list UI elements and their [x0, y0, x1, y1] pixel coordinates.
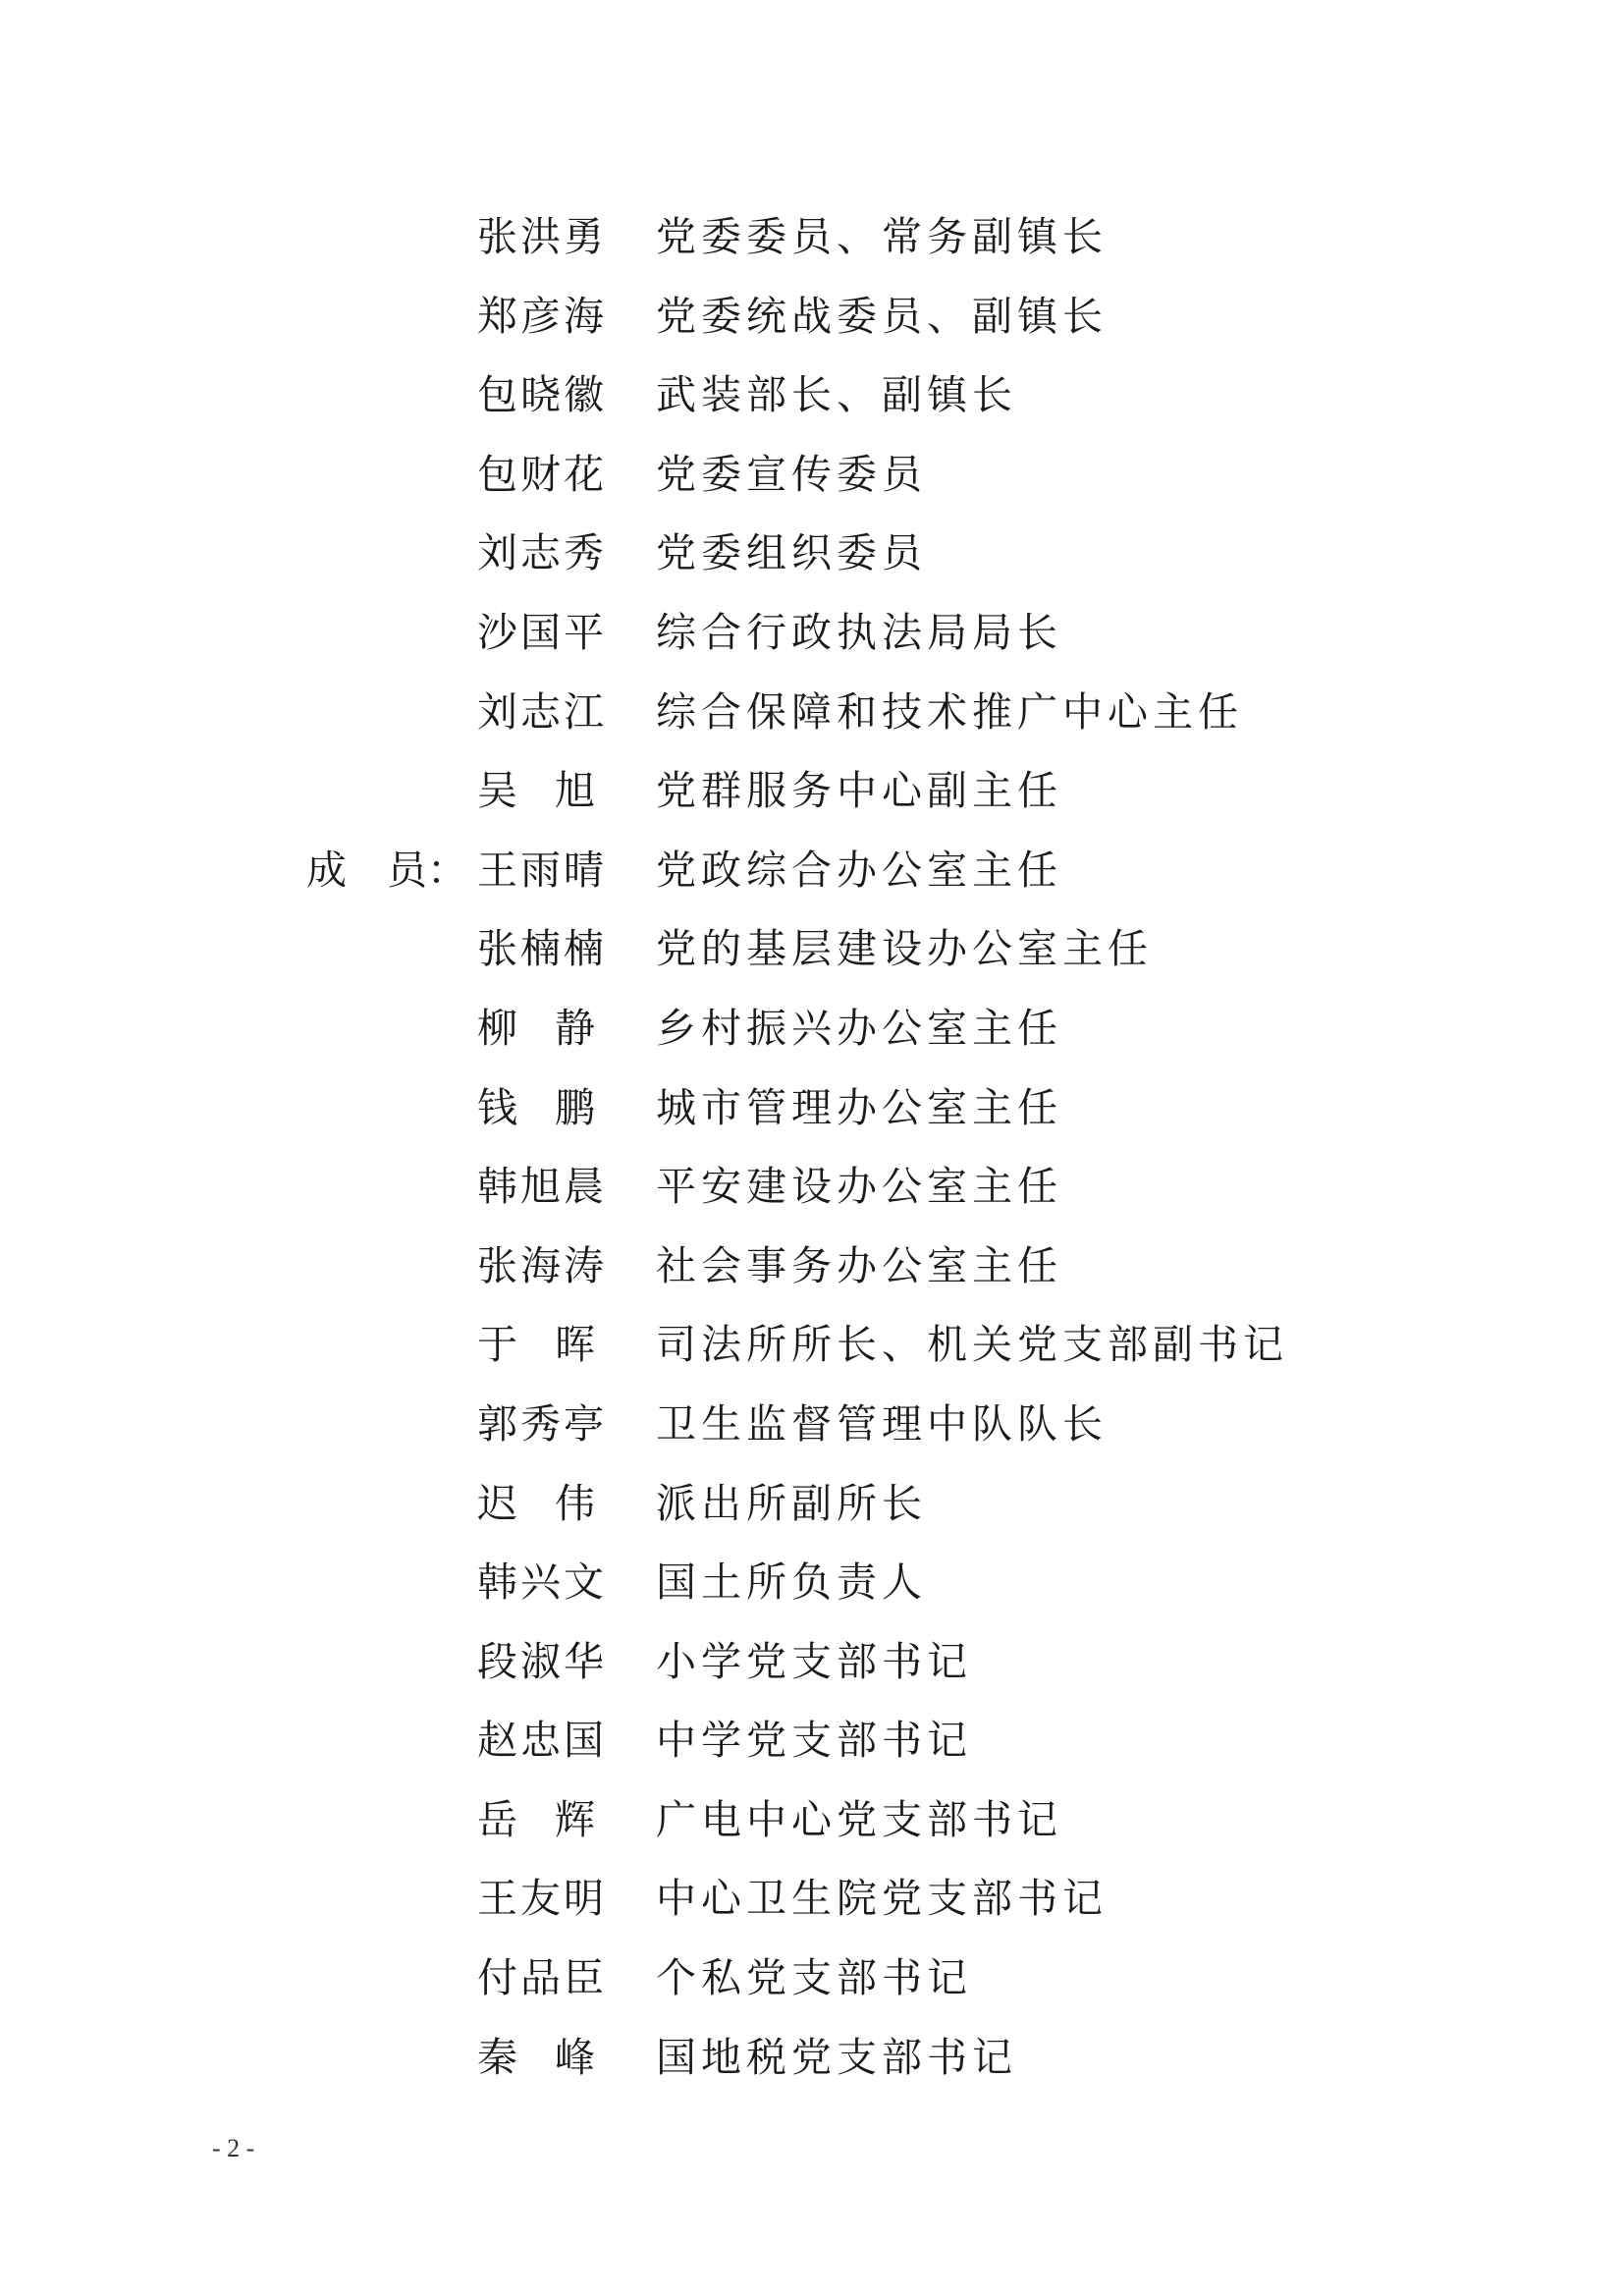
member-row: [0, 1636, 1623, 1716]
member-row: [0, 686, 1623, 766]
member-title: 小学党支部书记: [656, 1637, 972, 1685]
member-name: 沙国平: [477, 608, 607, 656]
member-name: 王友明: [477, 1875, 607, 1923]
member-title: 党委组织委员: [656, 529, 927, 577]
member-title: 综合保障和技术推广中心主任: [656, 687, 1243, 736]
member-name: 郭秀亭: [477, 1399, 607, 1448]
member-name: 郑彦海: [477, 292, 607, 340]
member-title: 党的基层建设办公室主任: [656, 925, 1153, 973]
member-title: 社会事务办公室主任: [656, 1241, 1062, 1289]
member-name: 张海涛: [477, 1241, 607, 1289]
member-name: 秦峰: [477, 2033, 632, 2081]
member-row: [0, 607, 1623, 686]
member-row: [0, 1794, 1623, 1874]
member-title: 党委宣传委员: [656, 450, 927, 498]
member-name: 包晓徽: [477, 371, 607, 419]
member-row: [0, 923, 1623, 1003]
member-name: 柳静: [477, 1004, 632, 1052]
member-row: [0, 845, 1623, 924]
member-title: 司法所所长、机关党支部副书记: [656, 1321, 1288, 1369]
member-title: 党委统战委员、副镇长: [656, 292, 1108, 340]
member-row: [0, 1319, 1623, 1398]
member-title: 武装部长、副镇长: [656, 371, 1017, 419]
member-name: 刘志秀: [477, 529, 607, 577]
member-name: 钱鹏: [477, 1083, 632, 1131]
member-name: 段淑华: [477, 1637, 607, 1685]
member-row: [0, 1952, 1623, 2032]
member-title: 广电中心党支部书记: [656, 1795, 1062, 1843]
member-row: [0, 1082, 1623, 1162]
member-title: 综合行政执法局局长: [656, 608, 1062, 656]
member-name: 张洪勇: [477, 213, 607, 260]
page-number: - 2 -: [212, 2134, 255, 2162]
member-name: 韩旭晨: [477, 1163, 607, 1211]
member-name: 张楠楠: [477, 925, 607, 973]
member-row: [0, 1003, 1623, 1082]
member-title: 个私党支部书记: [656, 1954, 972, 2002]
member-title: 派出所副所长: [656, 1479, 927, 1527]
member-title: 乡村振兴办公室主任: [656, 1004, 1062, 1052]
member-title: 中学党支部书记: [656, 1717, 972, 1765]
member-row: [0, 2032, 1623, 2111]
member-title: 党委委员、常务副镇长: [656, 213, 1108, 260]
member-name: 于晖: [477, 1321, 632, 1369]
member-row: [0, 1240, 1623, 1320]
member-title: 党群服务中心副主任: [656, 767, 1062, 815]
member-row: [0, 765, 1623, 845]
member-name: 包财花: [477, 450, 607, 498]
member-row: [0, 1873, 1623, 1952]
member-row: [0, 527, 1623, 607]
member-list: [0, 211, 1623, 2110]
member-title: 党政综合办公室主任: [656, 846, 1062, 894]
member-title: 国土所负责人: [656, 1558, 927, 1607]
member-name: 王雨晴: [477, 846, 607, 894]
member-row: [0, 449, 1623, 528]
member-row: [0, 1715, 1623, 1794]
member-name: 韩兴文: [477, 1558, 607, 1607]
member-name: 刘志江: [477, 687, 607, 736]
member-row: [0, 1398, 1623, 1478]
member-title: 城市管理办公室主任: [656, 1083, 1062, 1131]
member-row: [0, 211, 1623, 291]
member-row: [0, 291, 1623, 370]
member-name: 赵忠国: [477, 1717, 607, 1765]
member-row: [0, 369, 1623, 449]
member-name: 吴旭: [477, 767, 632, 815]
member-title: 中心卫生院党支部书记: [656, 1875, 1108, 1923]
member-name: 岳辉: [477, 1795, 632, 1843]
member-title: 卫生监督管理中队队长: [656, 1399, 1108, 1448]
members-section-label: 成 员：: [306, 846, 467, 894]
member-row: [0, 1478, 1623, 1558]
member-name: 付品臣: [477, 1954, 607, 2002]
member-row: [0, 1557, 1623, 1636]
member-title: 国地税党支部书记: [656, 2033, 1017, 2081]
member-name: 迟伟: [477, 1479, 632, 1527]
member-row: [0, 1161, 1623, 1240]
member-title: 平安建设办公室主任: [656, 1163, 1062, 1211]
